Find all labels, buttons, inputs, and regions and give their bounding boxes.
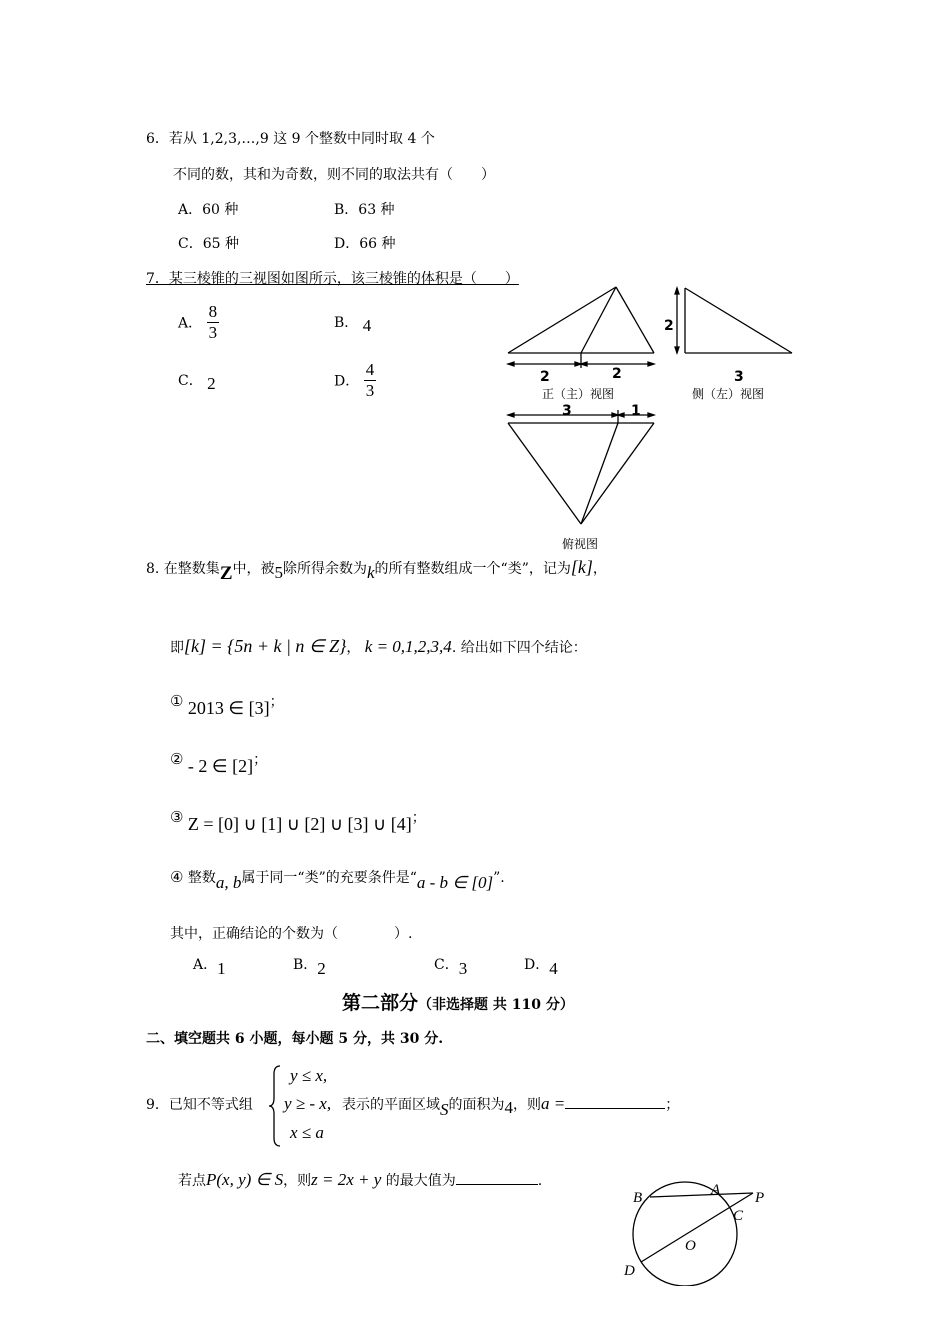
q8-c1: 2013 ∈ [3] xyxy=(187,698,270,718)
front-view-caption: 正（主）视图 xyxy=(542,387,615,401)
q8-conclusion-2 xyxy=(170,748,268,776)
label-c: C xyxy=(733,1208,744,1224)
q9-mid: 表示的平面区域 xyxy=(342,1097,440,1113)
q8-d-value: 4 xyxy=(549,959,558,978)
q8-ask: 其中，正确结论的个数为（ ）. xyxy=(170,926,413,942)
q9-mid2: 的面积为 xyxy=(448,1097,505,1113)
q8-a-value: 1 xyxy=(217,959,226,978)
part2-heading xyxy=(342,988,574,1015)
part2-title: 第二部分 xyxy=(342,992,419,1014)
q8-l2c: . 给出如下四个结论： xyxy=(451,640,587,656)
q8-c1-end: ； xyxy=(269,694,284,710)
q8-c-label: C． xyxy=(434,957,459,973)
q7-a-den: 3 xyxy=(208,323,218,342)
q8-c2-mark: ② xyxy=(170,750,184,768)
q7-option-c xyxy=(178,370,216,393)
q9-l2c: 的最大值为 xyxy=(385,1173,456,1189)
q7-option-a xyxy=(178,302,219,343)
circle-figure xyxy=(615,1178,780,1286)
part2-sub: （非选择题 共 110 分） xyxy=(418,997,574,1013)
q8-conclusion-3 xyxy=(170,806,426,834)
q8-c4-mark: ④ xyxy=(170,868,184,886)
q7-stem: 7．某三棱锥的三视图如图所示，该三棱锥的体积是（ ） xyxy=(146,271,519,287)
top-view-caption: 俯视图 xyxy=(562,537,599,550)
q8-l1a: 8. 在整数集 xyxy=(146,561,220,577)
q6-line2: 不同的数，其和为奇数，则不同的取法共有（ ） xyxy=(173,167,495,183)
q8-l1e: ， xyxy=(592,561,607,577)
q7-option-d xyxy=(334,360,376,401)
q8-c2: - 2 ∈ [2] xyxy=(187,756,254,776)
q9-z: z = 2x + y xyxy=(311,1170,382,1189)
q7-b-label: B． xyxy=(334,315,359,331)
q8-a-label: A． xyxy=(193,957,218,973)
q9-mid3: ，则 xyxy=(513,1097,541,1113)
q6-line1: 6．若从 1,2,3,…,9 这 9 个整数中同时取 4 个 xyxy=(146,131,435,147)
q8-c1-mark: ① xyxy=(170,692,184,710)
label-d: D xyxy=(624,1263,635,1279)
q6-option-d: D．66 种 xyxy=(334,236,396,252)
label-a: A xyxy=(711,1182,721,1198)
top-dim-right: 1 xyxy=(631,403,641,419)
top-view xyxy=(508,410,654,524)
q8-option-a xyxy=(193,954,226,978)
q9-a-eq: a = xyxy=(541,1094,566,1113)
q8-c3-mark: ③ xyxy=(170,808,184,826)
q8-c3-end: ； xyxy=(411,810,426,826)
label-b: B xyxy=(633,1190,643,1206)
q8-option-b xyxy=(293,954,326,978)
side-view xyxy=(675,288,792,353)
q6-option-a: A．60 种 xyxy=(178,202,239,218)
three-view-figure xyxy=(500,280,810,550)
q8-option-c xyxy=(434,954,468,978)
section2-heading: 二、填空题共 6 小题，每小题 5 分，共 30 分. xyxy=(146,1031,444,1047)
q8-c4a: 整数 xyxy=(187,870,216,886)
label-p: P xyxy=(755,1190,765,1206)
q8-option-d xyxy=(524,954,558,978)
q9-point: P(x, y) ∈ S xyxy=(206,1170,284,1189)
q9-end: ； xyxy=(665,1097,680,1113)
q8-l1c: 除所得余数为 xyxy=(283,561,367,577)
q9-rest xyxy=(342,1094,680,1119)
q7-d-num: 4 xyxy=(365,360,375,379)
q8-c2-end: ； xyxy=(253,752,268,768)
q8-c4c: ”. xyxy=(493,870,505,886)
q8-l1d: 的所有整数组成一个“类”，记为 xyxy=(374,561,571,577)
q9-l2b: ，则 xyxy=(283,1173,312,1189)
q8-k-values: k = 0,1,2,3,4 xyxy=(364,637,452,656)
q8-ab: a, b xyxy=(215,873,242,892)
q8-c-value: 3 xyxy=(458,959,468,978)
q9-four: 4 xyxy=(504,1098,513,1117)
q9-blank-2[interactable] xyxy=(456,1184,538,1185)
q8-set-def: [k] = {5n + k | n ∈ Z} xyxy=(184,636,347,656)
q7-a-num: 8 xyxy=(208,302,218,321)
q7-c-label: C． xyxy=(178,373,203,389)
q9-brace xyxy=(268,1064,284,1148)
q8-d-label: D． xyxy=(524,957,550,973)
q9-line2 xyxy=(178,1170,542,1190)
q7-d-fraction xyxy=(364,360,377,401)
q6-option-c: C．65 种 xyxy=(178,236,239,252)
q9-ineq-2: y ≥ - x, xyxy=(284,1094,332,1113)
side-view-caption: 侧（左）视图 xyxy=(692,387,765,401)
q8-l1b: 中，被 xyxy=(232,561,275,577)
q8-c4-math: a - b ∈ [0] xyxy=(416,873,494,892)
q9-ineq-3: x ≤ a xyxy=(290,1123,324,1142)
q9-s: S xyxy=(440,1100,449,1119)
q8-l2b: ， xyxy=(346,640,361,656)
q9-l2a: 若点 xyxy=(178,1173,206,1189)
q8-line1 xyxy=(146,557,607,584)
q7-a-label: A． xyxy=(178,315,203,332)
q6-option-b: B．63 种 xyxy=(334,202,395,218)
q8-l2a: 即 xyxy=(170,640,184,656)
side-dim-width: 3 xyxy=(734,369,744,385)
q8-conclusion-4 xyxy=(170,867,505,892)
q8-five: 5 xyxy=(274,563,283,582)
front-dim-right: 2 xyxy=(612,366,622,382)
q8-c4b: 属于同一“类”的充要条件是“ xyxy=(241,870,417,886)
q8-b-value: 2 xyxy=(317,959,326,978)
label-o: O xyxy=(685,1238,696,1254)
q7-c-value: 2 xyxy=(207,374,216,393)
q7-d-den: 3 xyxy=(365,381,375,400)
top-dim-left: 3 xyxy=(562,403,572,419)
q9-blank-1[interactable] xyxy=(565,1108,665,1109)
q8-set-z: Z xyxy=(219,563,233,584)
side-dim-height: 2 xyxy=(664,318,674,334)
q8-k: k xyxy=(367,563,375,582)
q7-b-value: 4 xyxy=(362,316,372,335)
q9-label: 9．已知不等式组 xyxy=(146,1097,253,1113)
q7-option-b xyxy=(334,312,372,335)
q7-d-label: D． xyxy=(334,373,360,390)
q8-line2 xyxy=(170,636,587,657)
q9-l2d: . xyxy=(537,1173,543,1189)
q8-c3: Z = [0] ∪ [1] ∪ [2] ∪ [3] ∪ [4] xyxy=(187,814,412,834)
q7-a-fraction xyxy=(207,302,220,343)
q8-class-k: [k] xyxy=(570,557,593,577)
front-dim-left: 2 xyxy=(540,369,550,385)
q8-b-label: B． xyxy=(293,957,318,973)
q8-conclusion-1 xyxy=(170,690,284,718)
q9-ineq-1: y ≤ x, xyxy=(290,1066,328,1085)
front-view xyxy=(508,287,654,368)
